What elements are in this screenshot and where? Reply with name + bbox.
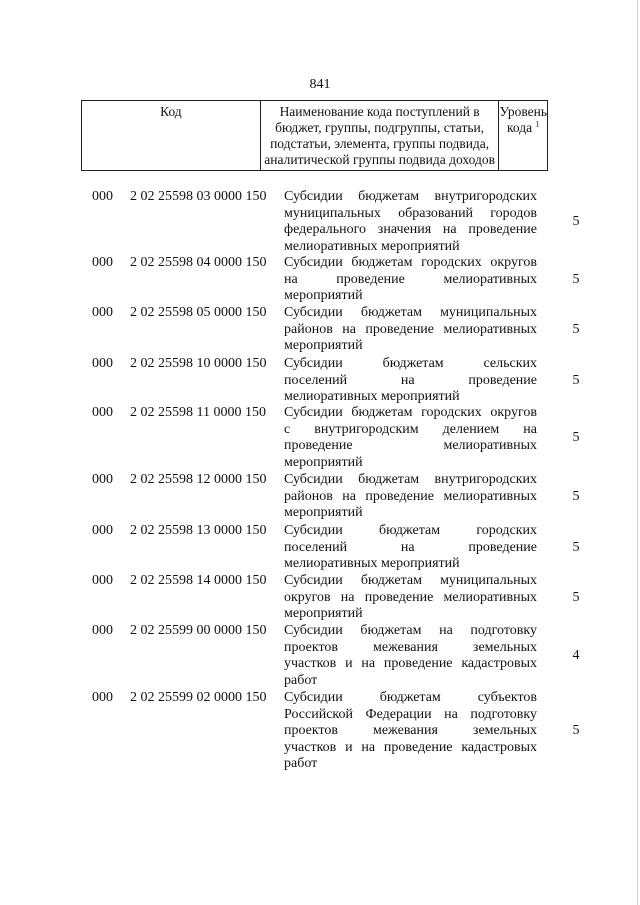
code-level: 5 <box>572 213 580 229</box>
code-level: 5 <box>572 488 580 504</box>
income-name-line: работ <box>284 672 318 688</box>
income-name-line: муниципальных образований городов <box>284 205 537 221</box>
income-name <box>284 573 537 623</box>
admin-code: 000 <box>92 255 113 270</box>
income-name-line: Субсидии бюджетам муниципальных <box>284 305 537 320</box>
admin-code: 000 <box>92 189 113 204</box>
page-number: 841 <box>309 77 331 92</box>
header-code: Код <box>82 101 261 170</box>
income-name-line: округов на проведение мелиоративных <box>284 589 537 605</box>
income-name-line: Субсидии бюджетам на подготовку <box>284 623 537 638</box>
income-name-line: мероприятий <box>284 606 363 621</box>
income-code: 2 02 25598 12 0000 150 <box>130 472 267 487</box>
admin-code: 000 <box>92 356 113 371</box>
income-code: 2 02 25598 10 0000 150 <box>130 356 267 371</box>
income-name <box>284 189 537 255</box>
income-name-line: проектов межевания земельных <box>284 723 537 738</box>
income-name <box>284 623 537 689</box>
income-code: 2 02 25599 02 0000 150 <box>130 690 267 705</box>
income-code: 2 02 25598 05 0000 150 <box>130 305 267 320</box>
footnote-marker: 1 <box>535 119 540 129</box>
income-code: 2 02 25598 13 0000 150 <box>130 523 267 538</box>
header-level-line1: Уровень <box>499 104 547 119</box>
code-level: 5 <box>572 589 580 605</box>
income-name-line: мелиоративных мероприятий <box>284 556 460 571</box>
income-name-line: проведение мелиоративных <box>284 438 537 453</box>
code-level: 5 <box>572 321 580 337</box>
income-name-line: участков и на проведение кадастровых <box>284 656 537 671</box>
income-name-line: Субсидии бюджетам внутригородских <box>284 189 537 204</box>
header-name-line: Наименование кода поступлений в <box>279 104 480 119</box>
code-level: 5 <box>572 271 580 287</box>
admin-code: 000 <box>92 523 113 538</box>
income-name-line: с внутригородским делением на <box>284 421 537 437</box>
code-level: 5 <box>572 539 580 555</box>
income-code: 2 02 25598 03 0000 150 <box>130 189 267 204</box>
income-code: 2 02 25598 04 0000 150 <box>130 255 267 270</box>
code-level: 5 <box>572 372 580 388</box>
income-name-line: Субсидии бюджетам внутригородских <box>284 472 537 487</box>
income-name-line: мелиоративных мероприятий <box>284 238 460 254</box>
income-name-line: Субсидии бюджетам городских <box>284 523 537 538</box>
code-level: 5 <box>572 723 580 738</box>
income-name <box>284 690 537 773</box>
income-code: 2 02 25599 00 0000 150 <box>130 623 267 638</box>
income-name-line: мероприятий <box>284 338 363 353</box>
income-name-line: работ <box>284 756 318 771</box>
income-name-line: мероприятий <box>284 454 363 470</box>
income-code: 2 02 25598 14 0000 150 <box>130 573 267 588</box>
admin-code: 000 <box>92 305 113 320</box>
admin-code: 000 <box>92 623 113 638</box>
income-name-line: районов на проведение мелиоративных <box>284 488 537 504</box>
code-level: 5 <box>572 429 580 445</box>
header-name-line: аналитической группы подвида доходов <box>264 152 495 167</box>
income-name-line: мелиоративных мероприятий <box>284 389 460 404</box>
income-name-line: на проведение мелиоративных <box>284 271 537 287</box>
admin-code: 000 <box>92 690 113 705</box>
income-name <box>284 405 537 471</box>
income-name <box>284 356 537 406</box>
income-name <box>284 255 537 305</box>
income-name-line: федерального значения на проведение <box>284 222 537 237</box>
income-name-line: Российской Федерации на подготовку <box>284 706 537 722</box>
header-name-line: бюджет, группы, подгруппы, статьи, <box>275 120 485 135</box>
income-name-line: Субсидии бюджетам городских округов <box>284 405 537 420</box>
income-name-line: мероприятий <box>284 505 363 520</box>
header-level-text: кода <box>506 120 533 135</box>
income-name-line: мероприятий <box>284 288 363 303</box>
income-name-line: поселений на проведение <box>284 372 537 388</box>
header-name-line: подстатьи, элемента, группы подвида, <box>270 136 490 151</box>
income-name <box>284 305 537 355</box>
income-name-line: участков и на проведение кадастровых <box>284 739 537 755</box>
income-name-line: Субсидии бюджетам городских округов <box>284 255 537 270</box>
income-code: 2 02 25598 11 0000 150 <box>130 405 266 420</box>
admin-code: 000 <box>92 405 113 420</box>
code-level: 4 <box>572 647 580 663</box>
income-name-line: поселений на проведение <box>284 539 537 555</box>
income-name-line: Субсидии бюджетам сельских <box>284 356 537 371</box>
income-name-line: районов на проведение мелиоративных <box>284 321 537 337</box>
income-name-line: Субсидии бюджетам субъектов <box>284 690 537 705</box>
income-name-line: Субсидии бюджетам муниципальных <box>284 573 537 588</box>
income-name <box>284 472 537 522</box>
admin-code: 000 <box>92 472 113 487</box>
admin-code: 000 <box>92 573 113 588</box>
income-name-line: проектов межевания земельных <box>284 639 537 655</box>
income-name <box>284 523 537 573</box>
